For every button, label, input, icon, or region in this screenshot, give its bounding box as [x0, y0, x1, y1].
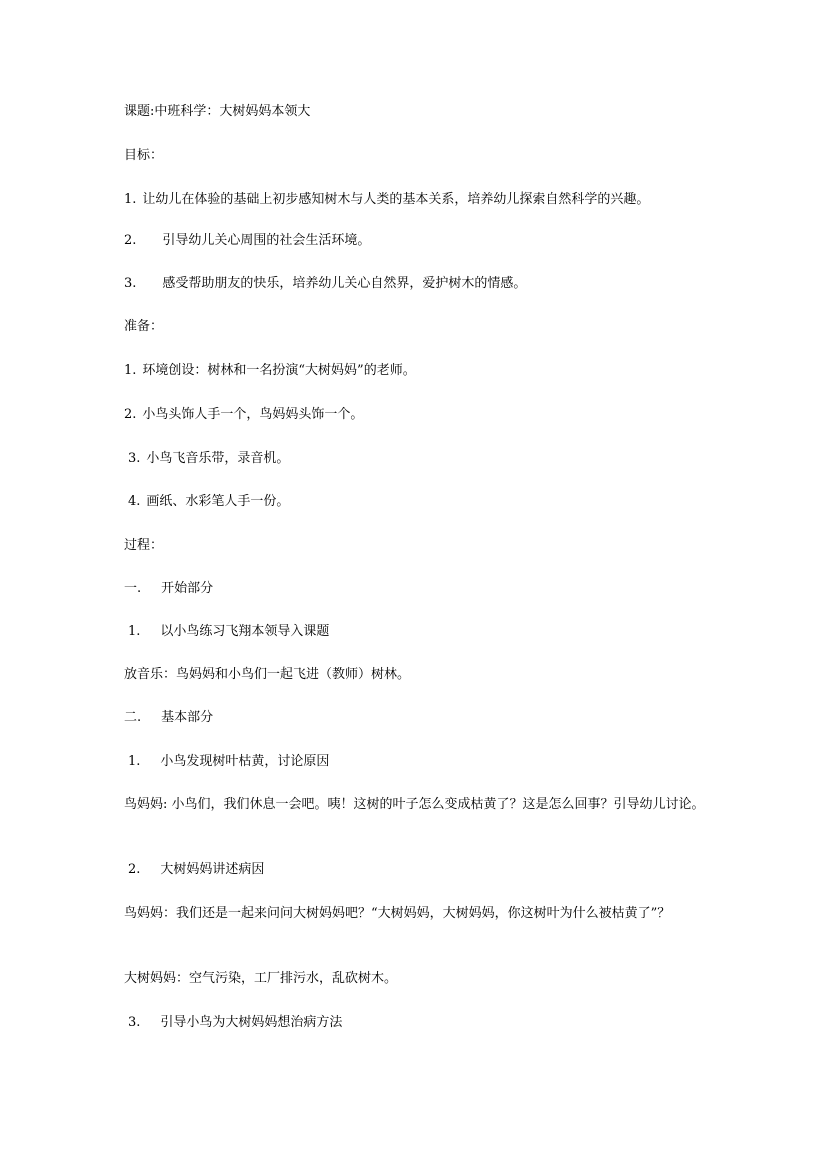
section-2-paragraph-2: 鸟妈妈：我们还是一起来问问大树妈妈吧？“大树妈妈，大树妈妈，你这树叶为什么被枯黄了”？	[124, 906, 671, 921]
section-1-step-1	[124, 620, 718, 644]
step-number: 1.	[128, 624, 141, 639]
goal-text: 让幼儿在体验的基础上初步感知树木与人类的基本关系，培养幼儿探索自然科学的兴趣。	[142, 192, 650, 207]
section-number: 一.	[124, 581, 142, 596]
goal-item-3	[124, 272, 714, 296]
step-text: 大树妈妈讲述病因	[160, 862, 265, 877]
prep-number: 2.	[124, 407, 137, 422]
prep-item-2	[124, 403, 714, 427]
prep-item-3	[124, 447, 718, 471]
prep-text: 小鸟头饰人手一个，鸟妈妈头饰一个。	[142, 407, 364, 422]
section-text: 基本部分	[161, 710, 214, 725]
prep-item-4	[124, 490, 718, 514]
goal-number: 2.	[124, 233, 137, 248]
step-number: 2.	[128, 862, 141, 877]
section-2-heading	[124, 706, 714, 730]
step-text: 引导小鸟为大树妈妈想治病方法	[160, 1015, 343, 1030]
prep-text: 画纸、水彩笔人手一份。	[146, 494, 290, 509]
step-number: 1.	[128, 754, 141, 769]
section-2-step-3	[124, 1011, 718, 1035]
section-2-step-1	[124, 750, 718, 774]
goal-number: 1.	[124, 192, 137, 207]
prep-number: 3.	[128, 451, 141, 466]
goal-item-2	[124, 229, 714, 253]
goal-text: 感受帮助朋友的快乐，培养幼儿关心自然界，爱护树木的情感。	[162, 276, 527, 291]
section-2-paragraph-3: 大树妈妈：空气污染，工厂排污水，乱砍树木。	[124, 971, 398, 986]
goal-item-1	[124, 188, 714, 212]
goal-text: 引导幼儿关心周围的社会生活环境。	[162, 233, 371, 248]
prep-number: 4.	[128, 494, 141, 509]
section-2-step-2	[124, 858, 718, 882]
goals-heading: 目标：	[124, 148, 164, 163]
section-number: 二.	[124, 710, 142, 725]
prep-heading: 准备：	[124, 319, 164, 334]
section-text: 开始部分	[161, 581, 214, 596]
prep-text: 小鸟飞音乐带，录音机。	[146, 451, 290, 466]
step-text: 以小鸟练习飞翔本领导入课题	[160, 624, 330, 639]
page-title: 课题:中班科学：大树妈妈本领大	[124, 104, 311, 119]
section-1-paragraph: 放音乐：鸟妈妈和小鸟们一起飞进（教师）树林。	[124, 667, 411, 682]
goal-number: 3.	[124, 276, 137, 291]
step-text: 小鸟发现树叶枯黄，讨论原因	[160, 754, 330, 769]
prep-text: 环境创设：树林和一名扮演“大树妈妈”的老师。	[142, 363, 416, 378]
section-2-paragraph-1: 鸟妈妈: 小鸟们，我们休息一会吧。咦！这树的叶子怎么变成枯黄了？这是怎么回事？引导幼儿讨论。	[124, 797, 705, 812]
process-heading: 过程：	[124, 538, 164, 553]
prep-number: 1.	[124, 363, 137, 378]
step-number: 3.	[128, 1015, 141, 1030]
section-1-heading	[124, 577, 714, 601]
prep-item-1	[124, 359, 714, 383]
